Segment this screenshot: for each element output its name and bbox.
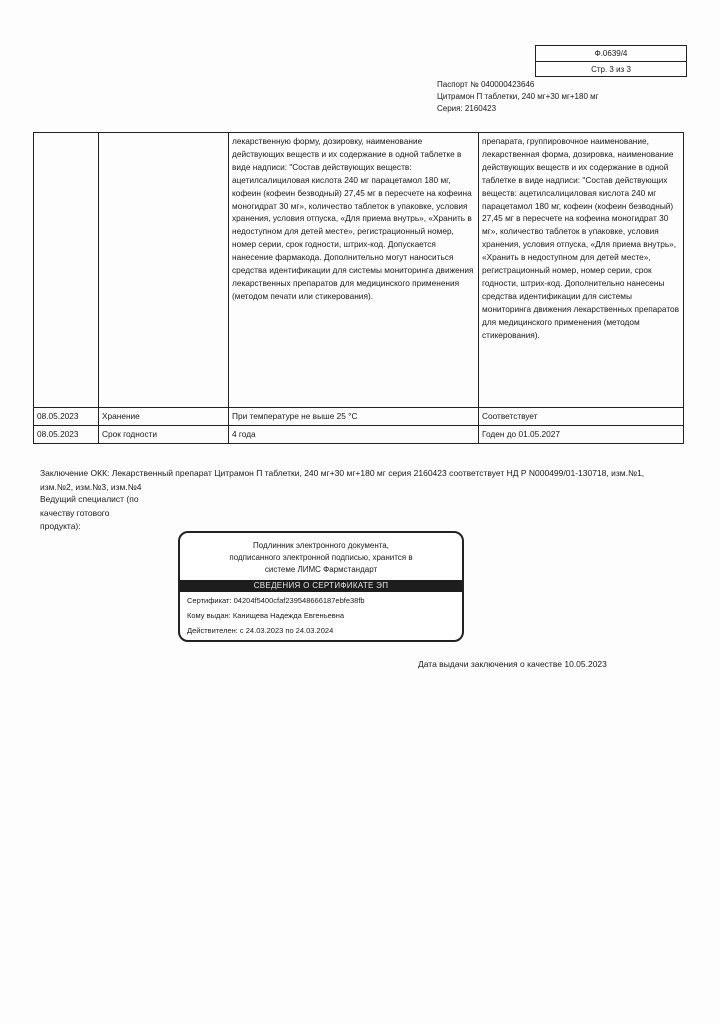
- table-row: [34, 408, 684, 426]
- certificate-info-bar: СВЕДЕНИЯ О СЕРТИФИКАТЕ ЭП: [180, 580, 462, 592]
- results-table: [33, 132, 684, 444]
- stamp-line: системе ЛИМС Фармстандарт: [264, 565, 378, 574]
- electronic-signature-stamp: [178, 531, 464, 642]
- form-code-box: [535, 45, 687, 77]
- table-row: [34, 133, 684, 408]
- issue-date: Дата выдачи заключения о качестве 10.05.2023: [418, 659, 607, 669]
- cell-parameter: Хранение: [99, 408, 229, 426]
- stamp-line: Подлинник электронного документа,: [253, 541, 389, 550]
- certificate-holder: Кому выдан: Канищева Надежда Евгеньевна: [187, 611, 345, 620]
- cell-date: 08.05.2023: [34, 408, 99, 426]
- cell-parameter: [99, 133, 229, 408]
- series-number: Серия: 2160423: [437, 104, 497, 113]
- stamp-line: подписанного электронной подписью, хранится в: [229, 553, 413, 562]
- cell-result: Годен до 01.05.2027: [479, 425, 684, 443]
- cell-requirement: При температуре не выше 25 °C: [229, 408, 479, 426]
- cell-date: [34, 133, 99, 408]
- cell-requirement: лекарственную форму, дозировку, наименование действующих веществ и их содержание в одной таблетке в виде надписи: "Состав действующих веществ: ацетилсалициловая кислота 240 мг парацетамол 180 мг, кофеин (кофеин безводный) 27,45 мг в пересчете на кофеина моногидрат 30 мг», количество таблеток в упаковке, условия хранения, условия отпуска, «Для приема внутрь», «Хранить в недоступном для детей месте», регистрационный номер, номер серии, срок годности, штрих-код. Допускается нанесение фармакода. Дополнительно могут наноситься средства идентификации для системы мониторинга движения лекарственных препаратов для медицинского применения (методом печати или стикерования).: [229, 133, 479, 408]
- stamp-header: [180, 540, 462, 576]
- product-name: Цитрамон П таблетки, 240 мг+30 мг+180 мг: [437, 92, 599, 101]
- lead-specialist-label: Ведущий специалист (по качеству готового продукта):: [40, 494, 139, 531]
- cell-requirement: 4 года: [229, 425, 479, 443]
- passport-number: Паспорт № 040000423646: [437, 80, 535, 89]
- cell-result: препарата, группировочное наименование, лекарственная форма, дозировка, наименование действующих веществ и их содержание в одной таблетке в виде надписи: "Состав действующих веществ: ацетилсалициловая кислота 240 мг парацетамол 180 мг, кофеин (кофеин безводный) 27,45 мг в пересчете на кофеина моногидрат 30 мг», количество таблеток в упаковке, условия хранения, условия отпуска, «Для приема внутрь», «Хранить в недоступном для детей месте», регистрационный номер, номер серии, срок годности, штрих-код. Дополнительно нанесены средства идентификации для системы мониторинга движения лекарственных препаратов для медицинского применения (методом стикерования).: [479, 133, 684, 408]
- cell-result: Соответствует: [479, 408, 684, 426]
- cell-date: 08.05.2023: [34, 425, 99, 443]
- page-counter: Стр. 3 из 3: [536, 61, 686, 77]
- form-code: Ф.0639/4: [594, 49, 628, 58]
- qc-conclusion: Заключение ОКК: Лекарственный препарат Цитрамон П таблетки, 240 мг+30 мг+180 мг серия 2160423 соответствует НД Р N000499/01-130718, изм.№1, изм.№2, изм.№3, изм.№4: [40, 468, 645, 492]
- certificate-number: Сертификат: 04204f5400cfaf239548666187ebfe38fb: [187, 596, 365, 605]
- passport-block: [437, 79, 599, 115]
- cell-parameter: Срок годности: [99, 425, 229, 443]
- table-row: [34, 425, 684, 443]
- certificate-validity: Действителен: с 24.03.2023 по 24.03.2024: [187, 626, 334, 635]
